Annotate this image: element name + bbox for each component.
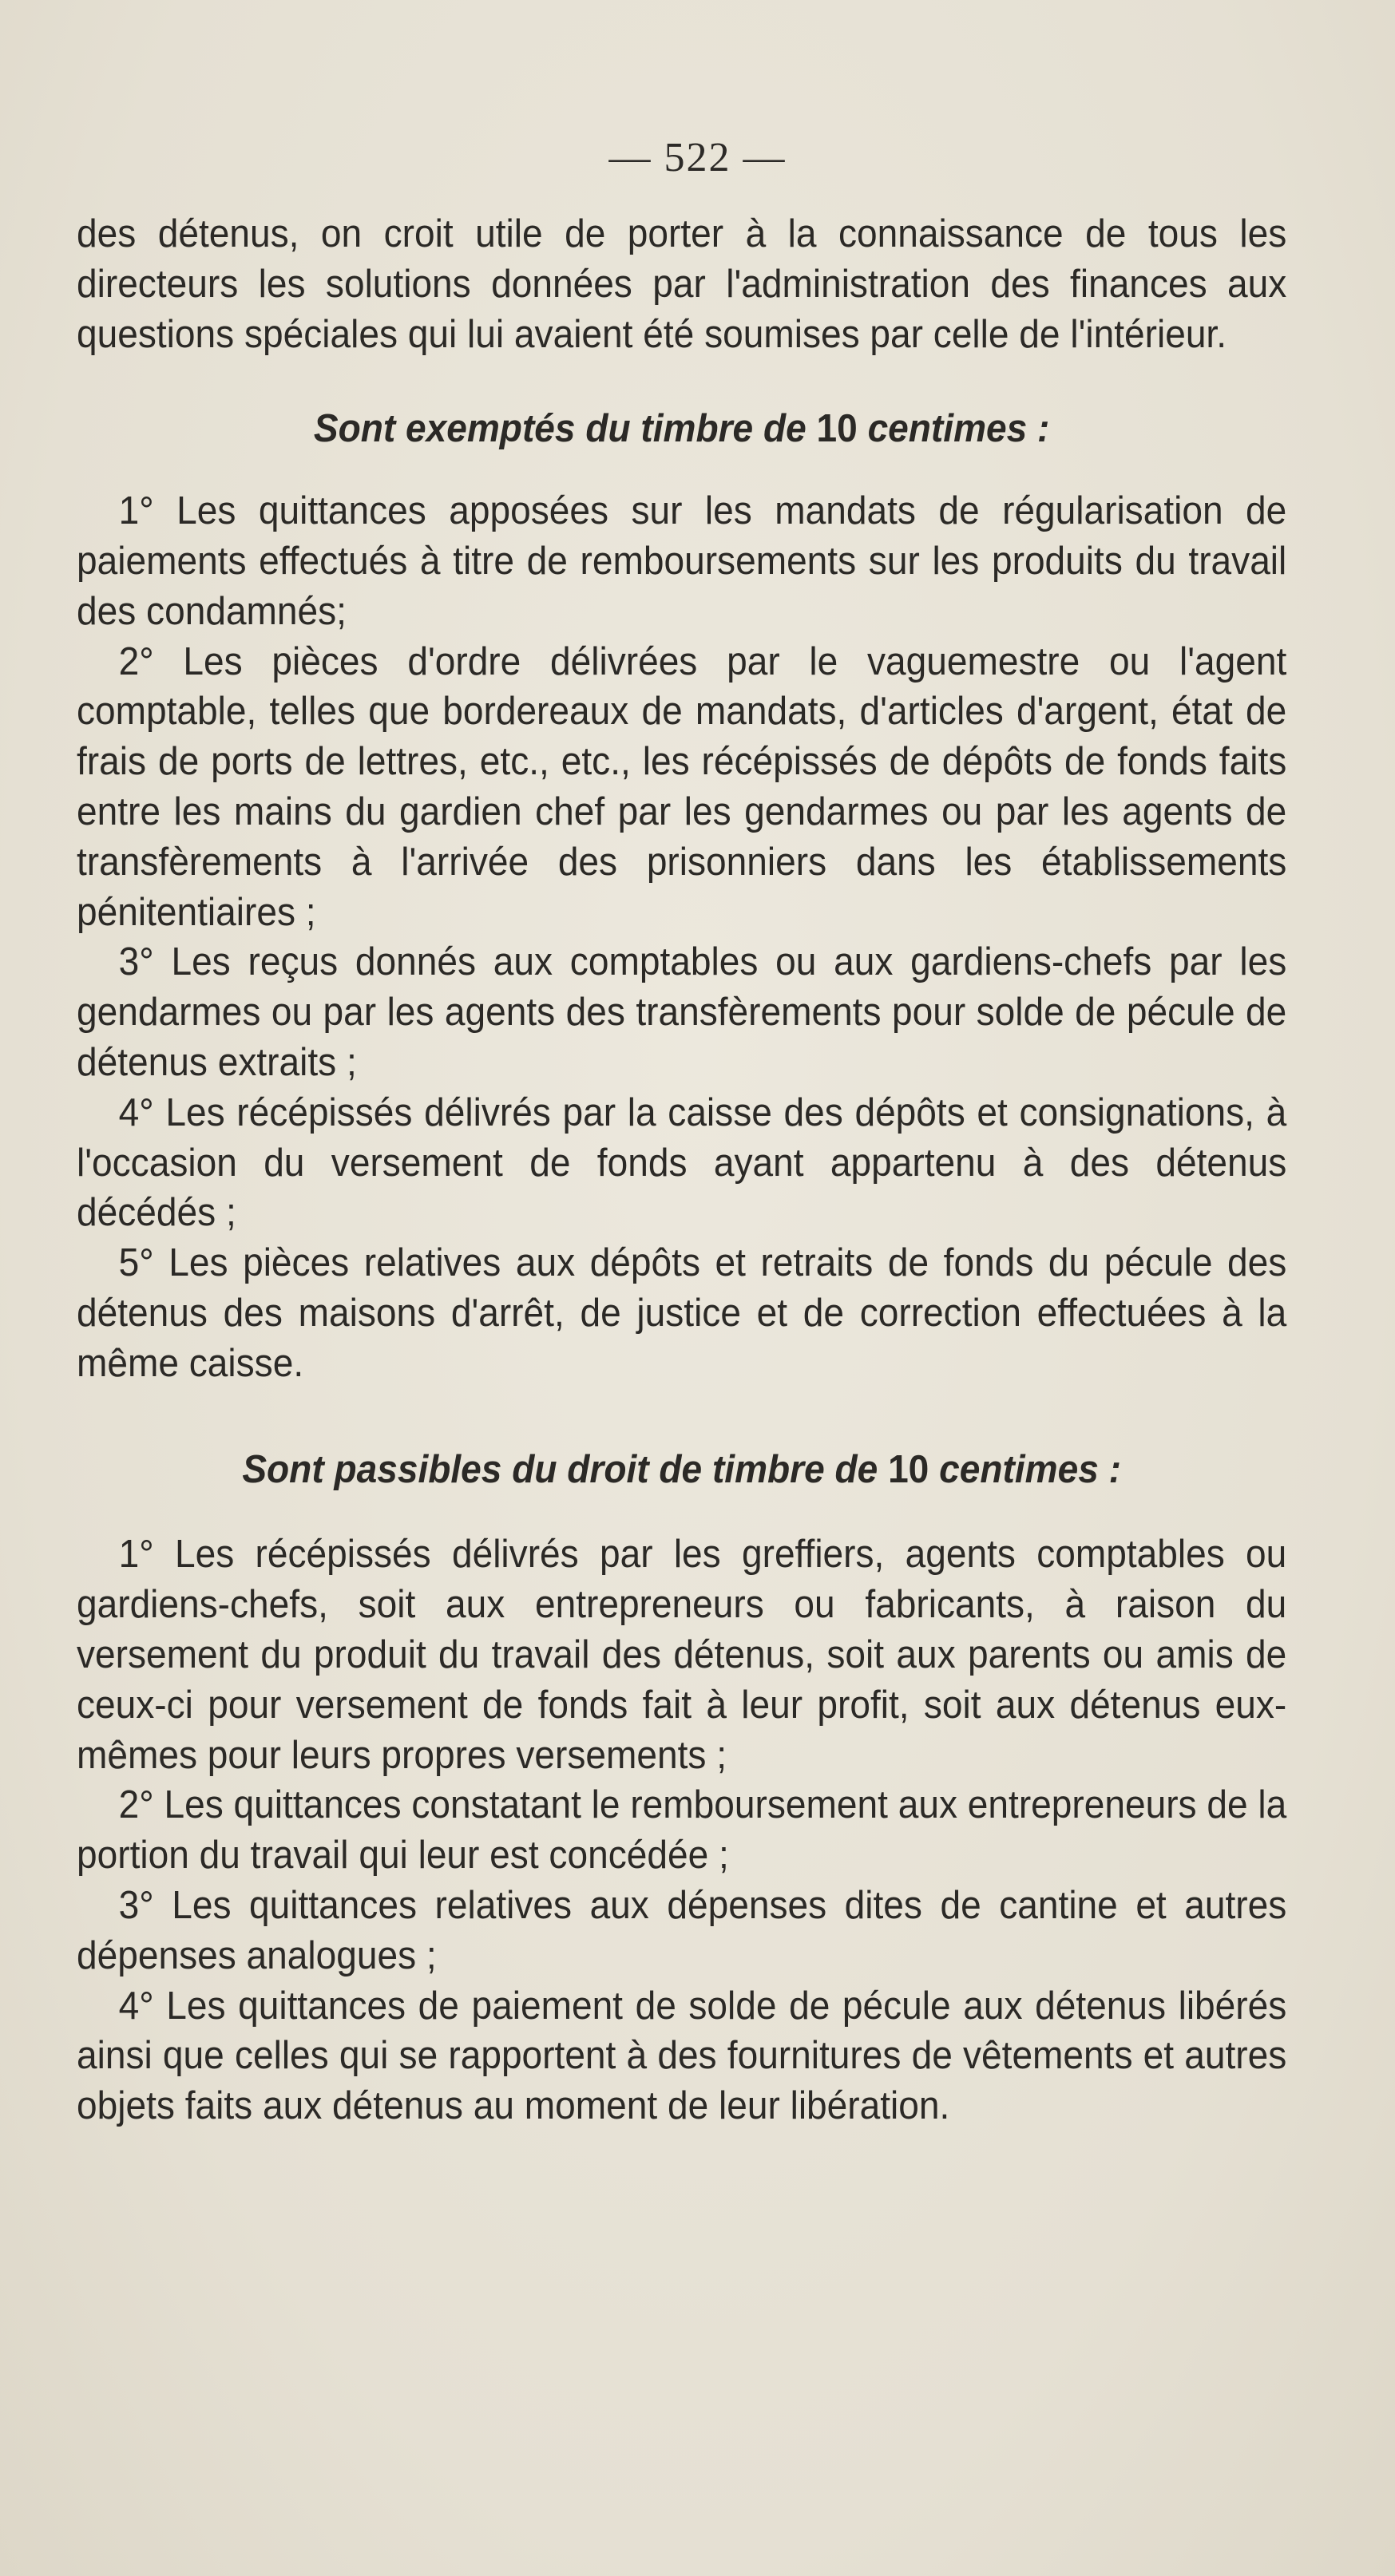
heading-number: 10: [816, 407, 858, 451]
heading-text-pre: Sont passibles du droit de timbre de: [242, 1447, 878, 1491]
heading-number: 10: [888, 1447, 929, 1491]
liable-item-2: 2° Les quittances constatant le remboursement aux entrepreneurs de la portion du travail qui leur est concédée ;: [77, 1783, 1287, 1878]
exempt-item-1: 1° Les quittances apposées sur les mandats de régularisation de paiements effectués à titre de remboursements sur les produits du travail des condamnés;: [77, 489, 1287, 633]
heading-text-post: centimes :: [867, 407, 1050, 451]
heading-text-pre: Sont exemptés du timbre de: [313, 407, 806, 451]
body-text: [77, 209, 1286, 2131]
section-heading-liable: [77, 1445, 1286, 1495]
exempt-item-3: 3° Les reçus donnés aux comptables ou aux gardiens-chefs par les gendarmes ou par les agents des transfèrements pour solde de pécule de détenus extraits ;: [77, 940, 1287, 1084]
exempt-item-5: 5° Les pièces relatives aux dépôts et retraits de fonds du pécule des détenus des maisons d'arrêt, de justice et de correction effectuées à la même caisse.: [77, 1241, 1287, 1385]
heading-text-post: centimes :: [939, 1447, 1121, 1491]
liable-item-1: 1° Les récépissés délivrés par les greffiers, agents comptables ou gardiens-chefs, soit aux entrepreneurs ou fabricants, à raison du versement du produit du travail des détenus, soit aux parents ou amis de ceux-ci pour versement de fonds fait à leur profit, soit aux détenus eux-mêmes pour leurs propres versements ;: [77, 1533, 1287, 1777]
exempt-item-2: 2° Les pièces d'ordre délivrées par le vaguemestre ou l'agent comptable, telles que bordereaux de mandats, d'articles d'argent, état de frais de ports de lettres, etc., etc., les récépissés de dépôts de fonds faits entre les mains du gardien chef par les gendarmes ou par les agents de transfèrements à l'arrivée des prisonniers dans les établissements pénitentiaires ;: [77, 639, 1287, 934]
section-heading-exempt: [77, 404, 1286, 454]
liable-item-3: 3° Les quittances relatives aux dépenses dites de cantine et autres dépenses analogues ;: [77, 1883, 1287, 1977]
intro-paragraph: des détenus, on croit utile de porter à la connaissance de tous les directeurs les solutions données par l'administration des finances aux questions spéciales qui lui avaient été soumises par celle de l'intérieur.: [77, 212, 1287, 356]
exempt-item-4: 4° Les récépissés délivrés par la caisse des dépôts et consignations, à l'occasion du versement de fonds ayant appartenu à des détenus décédés ;: [77, 1090, 1287, 1235]
liable-item-4: 4° Les quittances de paiement de solde de pécule aux détenus libérés ainsi que celles qui se rapportent à des fournitures de vêtements et autres objets faits aux détenus au moment de leur libération.: [77, 1984, 1287, 2128]
page-number: — 522 —: [608, 135, 787, 180]
